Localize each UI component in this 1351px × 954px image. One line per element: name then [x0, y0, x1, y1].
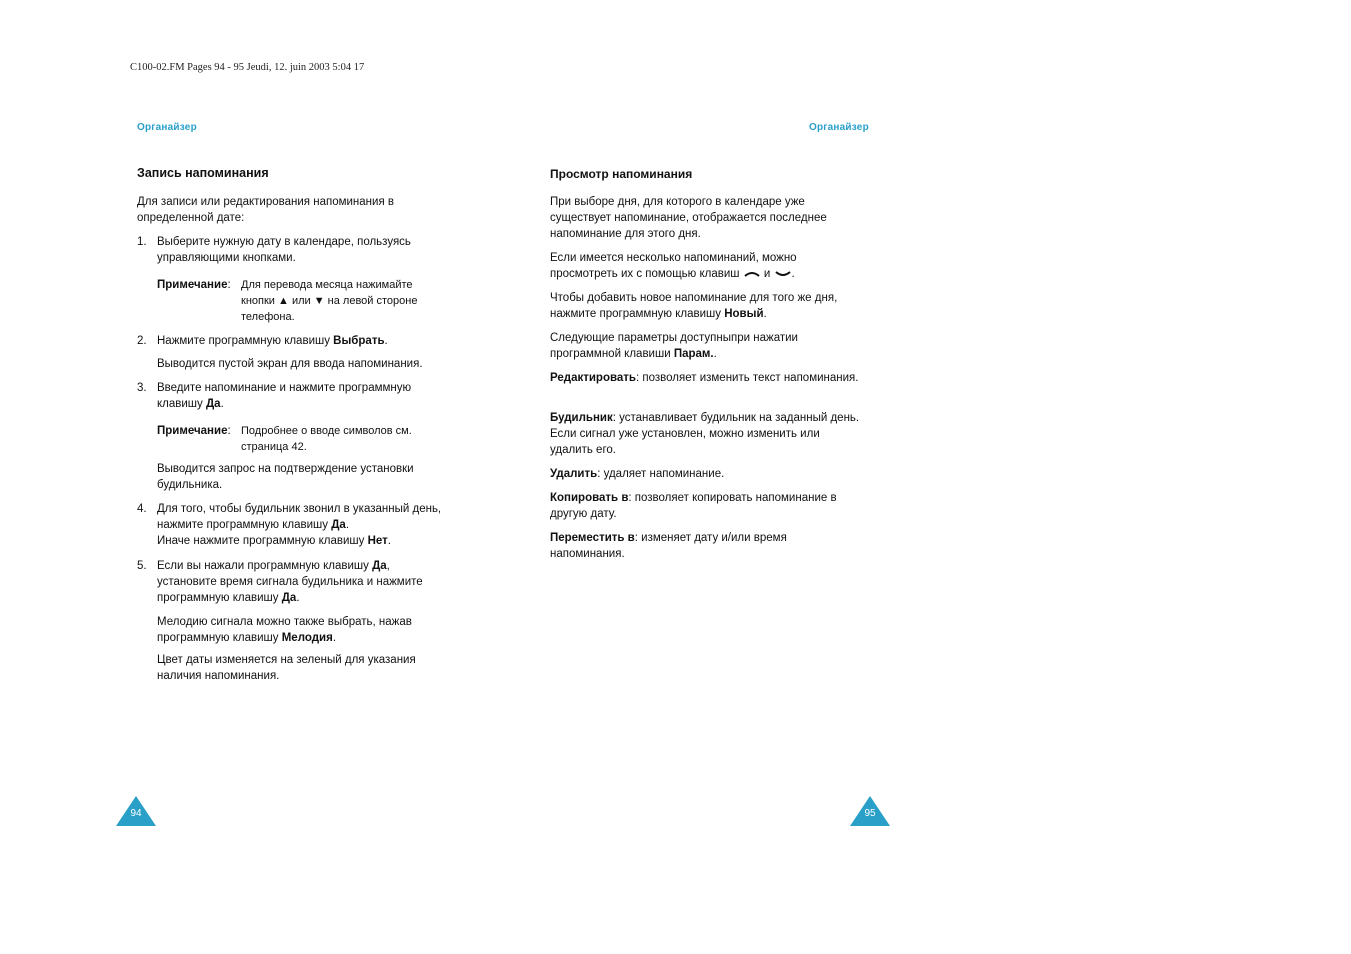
step-number: 5. [137, 560, 147, 572]
section-label-right: Органайзер [809, 122, 869, 133]
option-desc: : устанавливает будильник на заданный день. Если сигнал уже установлен, можно изменить или удалить его. [550, 412, 860, 456]
paragraph-and: и [763, 268, 771, 280]
option-desc: : позволяет копировать напоминание в другую дату. [550, 492, 837, 520]
step-sub-text: Выводится пустой экран для ввода напоминания. [157, 358, 423, 370]
step-number: 2. [137, 335, 147, 347]
option-item [550, 370, 860, 386]
step-text-part: Для того, чтобы будильник звонил в указанный день, нажмите программную клавишу [157, 503, 442, 531]
option-name: Переместить в [550, 532, 635, 544]
step-text: Если вы нажали программную клавишу Да, установите время сигнала будильника и нажмите программную клавишу Да. [157, 560, 423, 604]
step-number: 3. [137, 382, 147, 394]
option-desc: : позволяет изменить текст напоминания. [636, 372, 859, 384]
page-title-right: Просмотр напоминания [550, 167, 693, 181]
step-text: Введите напоминание и нажмите программную клавишу Да. [157, 382, 412, 410]
softkey-label: Да [331, 519, 346, 531]
step-text-part: , установите время сигнала будильника и нажмите программную клавишу [157, 560, 423, 604]
down-triangle-icon: ▼ [313, 295, 325, 307]
softkey-label: Парам. [673, 348, 714, 360]
intro-text: Для записи или редактирования напоминания в определенной дате: [137, 196, 394, 224]
paragraph: Чтобы добавить новое напоминание для того же дня, нажмите программную клавишу Новый. [550, 292, 838, 320]
note-text-b: на левой стороне телефона. [241, 295, 418, 323]
note-label: Примечание: [157, 279, 231, 291]
step-sub-text: Мелодию сигнала можно также выбрать, нажав программную клавишу Мелодия. [157, 616, 412, 644]
paragraph-text: Чтобы добавить новое напоминание для того же дня, нажмите программную клавишу [550, 292, 838, 320]
option-item [550, 530, 860, 562]
up-triangle-icon: ▲ [277, 295, 289, 307]
note-text [241, 277, 441, 325]
note-label-text: Примечание [157, 279, 228, 291]
softkey-label: Да [372, 560, 387, 572]
option-name: Редактировать [550, 372, 636, 384]
paragraph: При выборе дня, для которого в календаре уже существует напоминание, отображается последнее напоминание для этого дня. [550, 196, 827, 240]
step-text-part: Нажмите программную клавишу [157, 335, 334, 347]
softkey-label: Нет [367, 535, 388, 547]
note-label-text: Примечание [157, 425, 228, 437]
option-name: Копировать в [550, 492, 629, 504]
note-text-or: или [291, 295, 311, 307]
note-text: Подробнее о вводе символов см. страница 42. [241, 425, 412, 453]
step-text: Для того, чтобы будильник звонил в указанный день, нажмите программную клавишу Да. Иначе нажмите программную клавишу Нет. [157, 503, 442, 547]
section-label-left: Органайзер [137, 122, 197, 133]
step-sub-text: Цвет даты изменяется на зеленый для указания наличия напоминания. [157, 654, 416, 682]
option-item [550, 490, 865, 522]
softkey-label: Выбрать [333, 335, 385, 347]
step-text-part: Мелодию сигнала можно также выбрать, нажав программную клавишу [157, 616, 412, 644]
option-desc: : изменяет дату и/или время напоминания. [550, 532, 787, 560]
page-title-left: Запись напоминания [137, 166, 269, 180]
file-info-header: C100-02.FM Pages 94 - 95 Jeudi, 12. juin 2003 5:04 17 [130, 62, 365, 73]
scroll-down-key-icon [774, 268, 792, 280]
softkey-label: Новый [724, 308, 764, 320]
softkey-label: Да [281, 592, 297, 604]
step-number: 1. [137, 236, 147, 248]
step-text-part: Если вы нажали программную клавишу [157, 560, 373, 572]
step-text-part: Введите напоминание и нажмите программную клавишу [157, 382, 412, 410]
softkey-label: Мелодия [281, 632, 333, 644]
option-name: Удалить [550, 468, 598, 480]
page-number-right: 95 [864, 808, 876, 819]
page-number-left: 94 [130, 808, 142, 819]
step-text: Нажмите программную клавишу Выбрать. [157, 335, 388, 347]
step-number: 4. [137, 503, 147, 515]
scroll-up-key-icon [743, 268, 761, 280]
step-text: Выберите нужную дату в календаре, пользуясь управляющими кнопками. [157, 236, 411, 264]
paragraph: Если имеется несколько напоминаний, можно просмотреть их с помощью клавиш и . [550, 252, 797, 280]
option-desc: : удаляет напоминание. [597, 468, 725, 480]
option-item [550, 466, 860, 482]
softkey-label: Да [205, 398, 221, 410]
paragraph: Следующие параметры доступныпри нажатии программной клавиши Парам.. [550, 332, 798, 360]
option-item [550, 410, 860, 458]
step-sub-text: Выводится запрос на подтверждение установки будильника. [157, 463, 414, 491]
paragraph-text: Если имеется несколько напоминаний, можно просмотреть их с помощью клавиш [550, 252, 797, 280]
step-text-part: Иначе нажмите программную клавишу [157, 535, 368, 547]
option-name: Будильник [550, 412, 613, 424]
note-label: Примечание: [157, 425, 231, 437]
note-text-a: Для перевода месяца нажимайте кнопки [241, 279, 413, 307]
paragraph-text: Следующие параметры доступныпри нажатии программной клавиши [550, 332, 798, 360]
